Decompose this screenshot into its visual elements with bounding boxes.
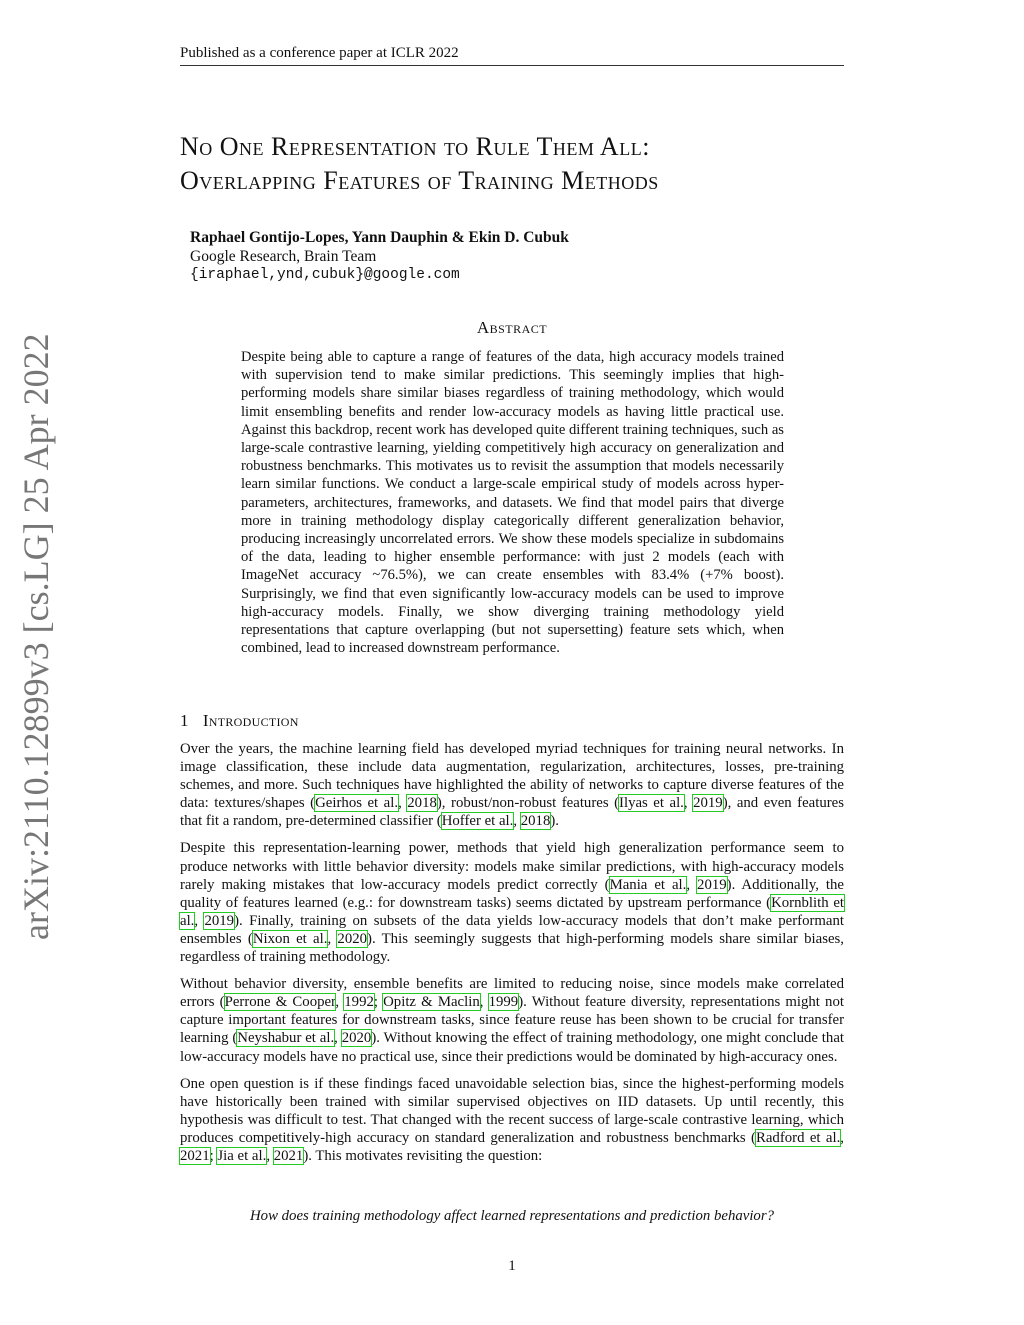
text-run: Over the years, the machine learning field has developed myriad techniques for training neural networks. In image classification, these include data augmentation, regularization, architectures, losses, pre-training schemes, and more. Such techniques have highlighted the ability of networks to capture diverse features of the data: textures/shapes ( xyxy=(180,741,844,812)
citation-link[interactable]: Hoffer et al. xyxy=(441,813,514,830)
citation-year-link[interactable]: 2018 xyxy=(407,795,437,812)
title-line-1: No One Representation to Rule Them All: xyxy=(180,132,650,161)
citation-link[interactable]: Neyshabur et al. xyxy=(237,1030,335,1047)
citation-link[interactable]: Kornblith et al. xyxy=(180,894,844,929)
paragraph-3: Without behavior diversity, ensemble benefits are limited to reducing noise, since models make correlated errors (Perrone & Cooper, 1992; Opitz & Maclin, 1999). Without feature diversity, representations might not capture important features for downstream tasks, since feature reuse has been shown to be crucial for transfer learning (Neyshabur et al., 2020). Without knowing the effect of training methodology, one might conclude that low-accuracy models have no practical use, since their predictions would be dominated by high-accuracy ones. xyxy=(180,976,844,1065)
text-run: Despite this representation-learning power, methods that yield high generalization performance seem to produce networks with little behavior diversity: models make similar predictions, with high-accuracy models rarely making mistakes that low-accuracy models predict correctly ( xyxy=(180,840,844,893)
citation-year-link[interactable]: 1992 xyxy=(344,994,374,1011)
citation-link[interactable]: Nixon et al. xyxy=(252,930,328,947)
citation-year-link[interactable]: 2021 xyxy=(273,1147,304,1164)
citation-year-link[interactable]: 2020 xyxy=(337,930,368,947)
arxiv-identifier: arXiv:2110.12899v3 [cs.LG] 25 Apr 2022 xyxy=(16,333,56,940)
research-question: How does training methodology affect learned representations and prediction behavior? xyxy=(250,1208,774,1224)
text-run: ; xyxy=(373,994,384,1011)
text-run: ). xyxy=(550,813,559,830)
citation-link[interactable]: Jia et al. xyxy=(217,1147,267,1164)
citation-year-link[interactable]: 2019 xyxy=(204,912,235,929)
abstract-text: Despite being able to capture a range of features of the data, high accuracy models trained with supervision tend to make similar predictions. This seemingly implies that high-performing models share similar biases regardless of training methodology, which would limit ensembling benefits and render low-accuracy models as having little practical use. Against this backdrop, recent work has developed quite different training techniques, such as large-scale contrastive learning, yielding competitively high accuracy on generalization and robustness benchmarks. This motivates us to revisit the assumption that models necessarily learn similar functions. We conduct a large-scale empirical study of models across hyper-parameters, architectures, frameworks, and datasets. We find that model pairs that diverge more in training methodology display categorically different generalization behavior, producing increasingly uncorrelated errors. We show these models specialize in subdomains of the data, leading to higher ensemble performance: with just 2 models (each with ImageNet accuracy ~76.5%), we can create ensembles with 83.4% (+7% boost). Surprisingly, we find that even significantly low-accuracy models can be used to improve high-accuracy models. Finally, we show diverging training methodology yield representations that capture overlapping (but not supersetting) feature sets which, when combined, lead to increased downstream performance. xyxy=(241,349,784,657)
citation-year-link[interactable]: 2019 xyxy=(697,876,727,893)
author-block xyxy=(190,228,830,285)
text-run: ), and even features that fit a random, pre-determined classifier ( xyxy=(180,795,844,830)
citation-year-link[interactable]: 2020 xyxy=(341,1030,372,1047)
citation-link[interactable]: Mania et al. xyxy=(609,876,687,893)
text-run: ). This motivates revisiting the question: xyxy=(303,1147,543,1164)
text-run: ). Without knowing the effect of training methodology, one might conclude that low-accuracy models have no practical use, since their predictions would be dominated by high-accuracy ones. xyxy=(180,1030,844,1065)
citation-year-link[interactable]: 2021 xyxy=(180,1147,210,1164)
citation-link[interactable]: Geirhos et al. xyxy=(315,795,399,812)
body-text xyxy=(180,740,844,1174)
text-run: ). This seemingly suggests that high-performing models share similar biases, regardless of training methodology. xyxy=(180,930,844,966)
text-run: One open question is if these findings faced unavoidable selection bias, since the highest-performing models have historically been trained with similar supervised objectives on IID datasets. Up until recently, this hypothesis was difficult to test. That changed with the recent success of large-scale contrastive learning, which produces competitively-high accuracy on standard generalization and robustness benchmarks ( xyxy=(180,1075,844,1146)
text-run: ). Finally, training on subsets of the data yields low-accuracy models that don’t make performant ensembles ( xyxy=(180,912,845,947)
text-run: ). Without feature diversity, representations might not capture important features for downstream tasks, since feature reuse has been shown to be crucial for transfer learning ( xyxy=(180,994,844,1047)
author-affiliation: Google Research, Brain Team xyxy=(190,248,377,265)
paragraph-1: Over the years, the machine learning field has developed myriad techniques for training neural networks. In image classification, these include data augmentation, regularization, architectures, losses, pre-training schemes, and more. Such techniques have highlighted the ability of networks to capture diverse features of the data: textures/shapes (Geirhos et al., 2018), robust/non-robust features (Ilyas et al., 2019), and even features that fit a random, pre-determined classifier (Hoffer et al., 2018). xyxy=(180,741,844,830)
text-run: ; xyxy=(209,1147,218,1164)
citation-link[interactable]: Perrone & Cooper xyxy=(224,994,336,1011)
citation-link[interactable]: Ilyas et al. xyxy=(619,795,684,812)
text-run: ), robust/non-robust features ( xyxy=(436,795,620,812)
text-run: ). Additionally, the quality of features learned (e.g.: for downstream tasks) seems dictated by upstream performance ( xyxy=(180,876,844,911)
section-number: 1 xyxy=(180,711,189,730)
author-names: Raphael Gontijo-Lopes, Yann Dauphin & Ekin D. Cubuk xyxy=(190,229,569,246)
paper-title xyxy=(180,130,844,198)
running-header: Published as a conference paper at ICLR 2022 xyxy=(180,44,844,66)
citation-link[interactable]: Opitz & Maclin xyxy=(383,994,480,1011)
section-title: Introduction xyxy=(202,711,299,730)
title-line-2: Overlapping Features of Training Methods xyxy=(180,166,659,195)
citation-year-link[interactable]: 2019 xyxy=(693,795,723,812)
text-run: Without behavior diversity, ensemble benefits are limited to reducing noise, since models make correlated errors ( xyxy=(180,976,844,1011)
abstract-heading: Abstract xyxy=(476,318,548,337)
citation-link[interactable]: Radford et al. xyxy=(755,1129,841,1146)
author-email: {iraphael,ynd,cubuk}@google.com xyxy=(190,267,460,283)
paragraph-2: Despite this representation-learning power, methods that yield high generalization performance seem to produce networks with little behavior diversity: models make similar predictions, with high-accuracy models rarely making mistakes that low-accuracy models predict correctly (Mania et al., 2019). Additionally, the quality of features learned (e.g.: for downstream tasks) seems dictated by upstream performance (Kornblith et al., 2019). Finally, training on subsets of the data yields low-accuracy models that don’t make performant ensembles (Nixon et al., 2020). This seemingly suggests that high-performing models share similar biases, regardless of training methodology. xyxy=(180,840,845,966)
citation-year-link[interactable]: 1999 xyxy=(488,994,519,1011)
page-number: 1 xyxy=(508,1258,516,1274)
section-heading xyxy=(180,711,844,731)
paragraph-4: One open question is if these findings faced unavoidable selection bias, since the highest-performing models have historically been trained with similar supervised objectives on IID datasets. Up until recently, this hypothesis was difficult to test. That changed with the recent success of large-scale contrastive learning, which produces competitively-high accuracy on standard generalization and robustness benchmarks (Radford et al., 2021; Jia et al., 2021). This motivates revisiting the question: xyxy=(180,1075,844,1164)
citation-year-link[interactable]: 2018 xyxy=(520,813,551,830)
